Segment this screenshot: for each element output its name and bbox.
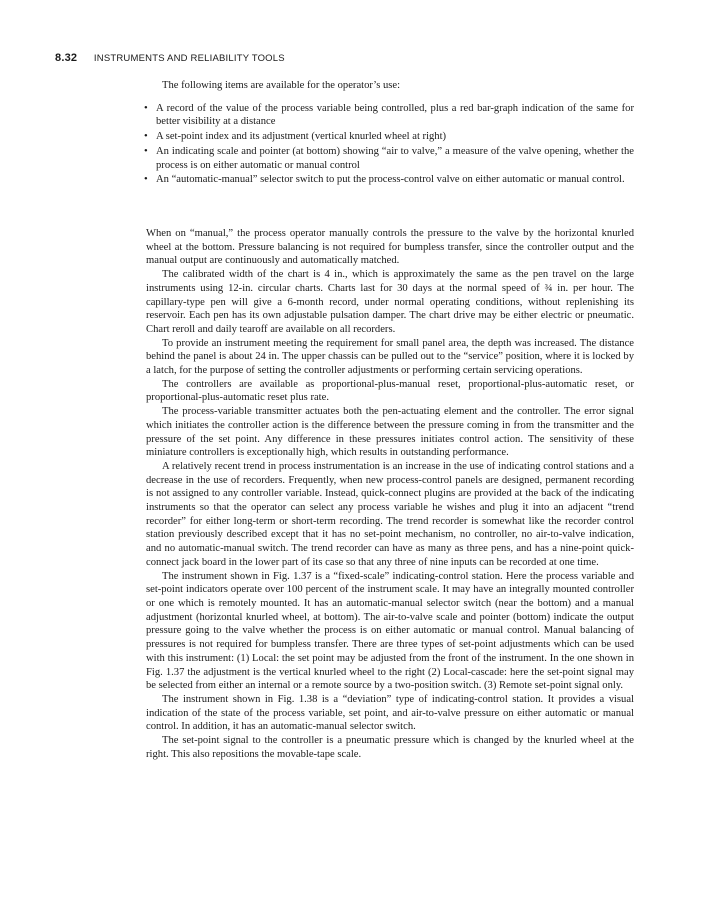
list-item <box>146 102 634 129</box>
paragraph: The process-variable transmitter actuates both the pen-actuating element and the controller. The error signal which initiates the controller action is the difference between the pressure coming in from the transmitter and the pressure of the set point. Any difference in these pressures initiates control action. The sensitivity of these miniature controllers is exceptionally high, which results in outstanding performance. <box>146 406 634 459</box>
list-item <box>146 145 634 172</box>
page-body <box>146 79 634 197</box>
page-number: 8.32 <box>55 52 78 64</box>
running-title: INSTRUMENTS AND RELIABILITY TOOLS <box>93 53 285 64</box>
list-item-text: An indicating scale and pointer (at bottom) showing “air to valve,” a measure of the valve opening, whether the process is on either automatic or manual control <box>156 145 634 171</box>
running-header <box>55 52 658 64</box>
body-text <box>146 227 634 761</box>
list-item-text: An “automatic-manual” selector switch to put the process-control valve on either automatic or manual control. <box>156 174 625 186</box>
intro-sentence: The following items are available for the operator’s use: <box>162 80 401 91</box>
bullet-icon: • <box>144 102 148 114</box>
paragraph: The controllers are available as proportional-plus-manual reset, proportional-plus-automatic reset, or proportional-plus-automatic reset plus rate. <box>146 378 634 404</box>
paragraph: To provide an instrument meeting the requirement for small panel area, the depth was increased. The distance behind the panel is about 24 in. The upper chassis can be pulled out to the “service” position, where it is locked by a latch, for the purpose of setting the controller adjustments or performing certain servicing operations. <box>146 337 634 377</box>
list-item <box>146 130 634 144</box>
paragraph: The instrument shown in Fig. 1.38 is a “deviation” type of indicating-control station. It provides a visual indication of the state of the process variable, set point, and air-to-valve pressure on either automatic or manual control. In addition, it has an automatic-manual selector switch. <box>146 693 634 733</box>
list-item-text: A record of the value of the process variable being controlled, plus a red bar-graph indication of the same for better visibility at a distance <box>156 102 634 128</box>
bullet-icon: • <box>144 145 148 157</box>
list-item <box>146 173 634 187</box>
paragraph: The instrument shown in Fig. 1.37 is a “fixed-scale” indicating-control station. Here the process variable and set-point indicators operate over 100 percent of the instrument scale. It may have an integrally mounted controller or one which is remotely mounted. It has an automatic-manual selector switch (near the bottom) and a manual adjustment (horizontal knurled wheel, at bottom). The air-to-valve scale and pointer (bottom) indicate the output pressure going to the valve whether the process is on either automatic or manual control. Manual balancing of pressures is not required for bumpless transfer. There are three types of set-point adjustments which can be used with this instrument: (1) Local: the set point may be adjusted from the front of the instrument. In the one shown in Fig. 1.37 the adjustment is the vertical knurled wheel to the right (2) Local-cascade: here the set-point signal may be selected from either an internal or a remote source by a two-position switch. (3) Remote set-point signal only. <box>146 570 634 692</box>
paragraph: A relatively recent trend in process instrumentation is an increase in the use of indicating control stations and a decrease in the use of recorders. Frequently, when new process-control panels are designed, permanent recording is not assigned to any controller variable. Instead, quick-connect plugins are provided at the back of the indicating instruments so that the operator can select any process variable he wishes and plug it into an adjacent “trend recorder” for either long-term or short-term recording. The trend recorder is somewhat like the recorder control station previously described except that it has no set-point mechanism, no controller, no air-to-valve indication, and no automatic-manual switch. The trend recorder can have as many as three pens, and has a nine-point quick-connect jack board in the lower part of its case so that any three of nine inputs can be recorded at one time. <box>146 460 634 568</box>
bullet-icon: • <box>144 131 148 143</box>
bullet-icon: • <box>144 174 148 186</box>
paragraph: The calibrated width of the chart is 4 in., which is approximately the same as the pen travel on the large instruments using 12-in. circular charts. Charts last for 30 days at the normal speed of ¾ in. per hour. The capillary-type pen will give a 6-month record, under normal operating conditions, without replenishing its reservoir. Each pen has its own adjustable pulsation damper. The chart drive may be either electric or pneumatic. Chart reroll and daily tearoff are available on all recorders. <box>146 269 634 335</box>
feature-list <box>146 102 634 187</box>
paragraph: The set-point signal to the controller is a pneumatic pressure which is changed by the knurled wheel at the right. This also repositions the movable-tape scale. <box>146 735 634 760</box>
list-item-text: A set-point index and its adjustment (vertical knurled wheel at right) <box>156 131 447 143</box>
paragraph: When on “manual,” the process operator manually controls the pressure to the valve by the horizontal knurled wheel at the bottom. Pressure balancing is not required for bumpless transfer, since the controller output and the manual output are continuously and automatically matched. <box>146 228 634 267</box>
